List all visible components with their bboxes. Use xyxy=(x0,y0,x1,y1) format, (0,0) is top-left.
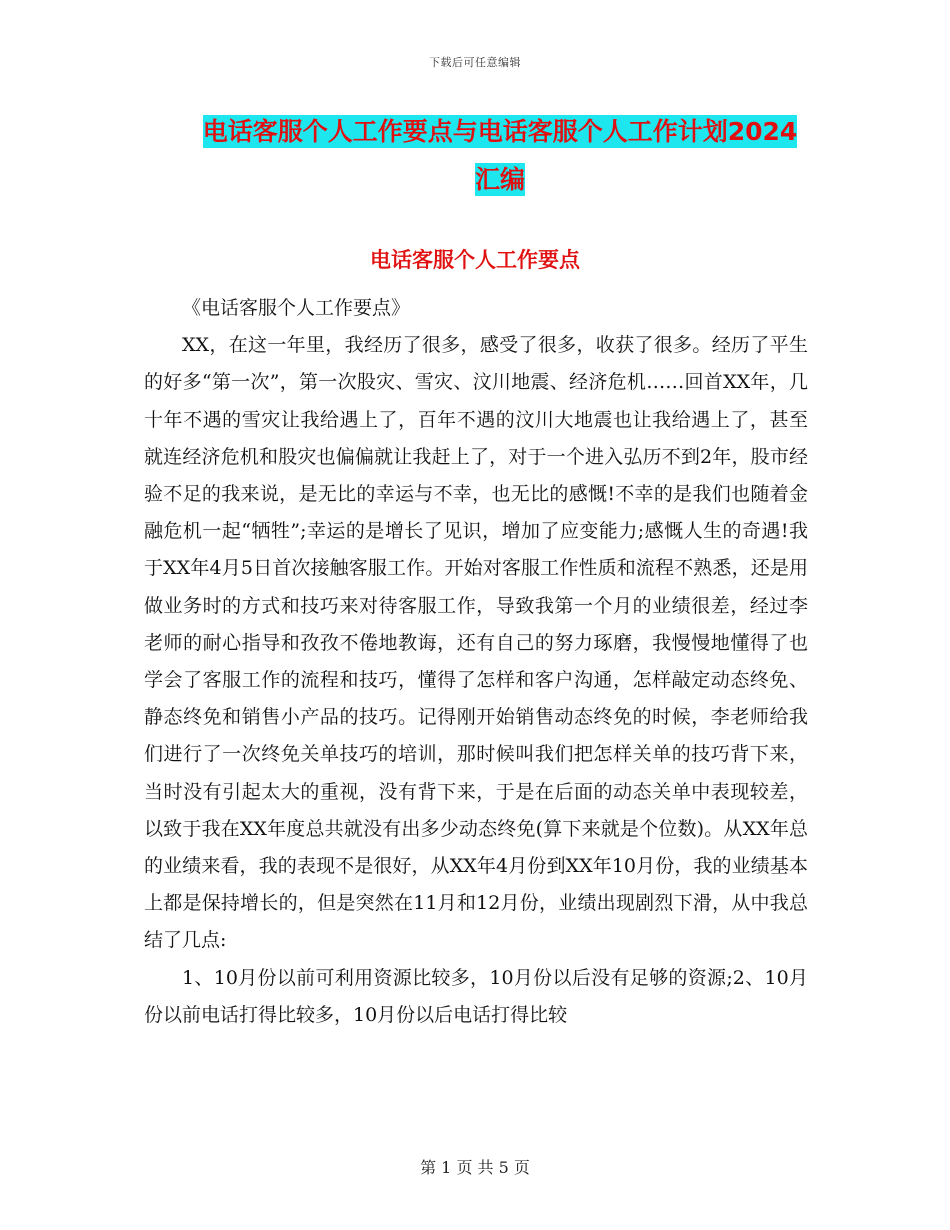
body-paragraph: 《电话客服个人工作要点》 xyxy=(182,297,411,319)
document-body xyxy=(144,290,808,1034)
body-paragraph: XX，在这一年里，我经历了很多，感受了很多，收获了很多。经历了平生的好多“第一次”，第一次股灾、雪灾、汶川地震、经济危机……回首XX年，几十年不遇的雪灾让我给遇上了，百年不遇的汶川大地震也让我给遇上了，甚至就连经济危机和股灾也偏偏就让我赶上了，对于一个进入弘历不到2年，股市经验不足的我来说，是无比的幸运与不幸，也无比的感慨!不幸的是我们也随着金融危机一起“牺牲”;幸运的是增长了见识，增加了应变能力;感慨人生的奇遇!我于XX年4月5日首次接触客服工作。开始对客服工作性质和流程不熟悉，还是用做业务时的方式和技巧来对待客服工作，导致我第一个月的业绩很差，经过李老师的耐心指导和孜孜不倦地教诲，还有自己的努力琢磨，我慢慢地懂得了也学会了客服工作的流程和技巧，懂得了怎样和客户沟通，怎样敲定动态终免、静态终免和销售小产品的技巧。记得刚开始销售动态终免的时候，李老师给我们进行了一次终免关单技巧的培训，那时候叫我们把怎样关单的技巧背下来，当时没有引起太大的重视，没有背下来，于是在后面的动态关单中表现较差，以致于我在XX年度总共就没有出多少动态终免(算下来就是个位数)。从XX年总的业绩来看，我的表现不是很好，从XX年4月份到XX年10月份，我的业绩基本上都是保持增长的，但是突然在11月和12月份，业绩出现剧烈下滑，从中我总结了几点: xyxy=(144,334,808,952)
body-paragraph: 1、10月份以前可利用资源比较多，10月份以后没有足够的资源;2、10月份以前电话打得比较多，10月份以后电话打得比较 xyxy=(144,966,808,1026)
page-number-footer: 第 1 页 共 5 页 xyxy=(420,1158,530,1177)
page-header-note: 下载后可任意编辑 xyxy=(429,56,521,69)
document-title-line-2: 汇编 xyxy=(474,165,525,194)
section-title: 电话客服个人工作要点 xyxy=(370,248,580,272)
document-title-line-1: 电话客服个人工作要点与电话客服个人工作计划2024 xyxy=(202,117,798,146)
document-title xyxy=(120,108,880,204)
